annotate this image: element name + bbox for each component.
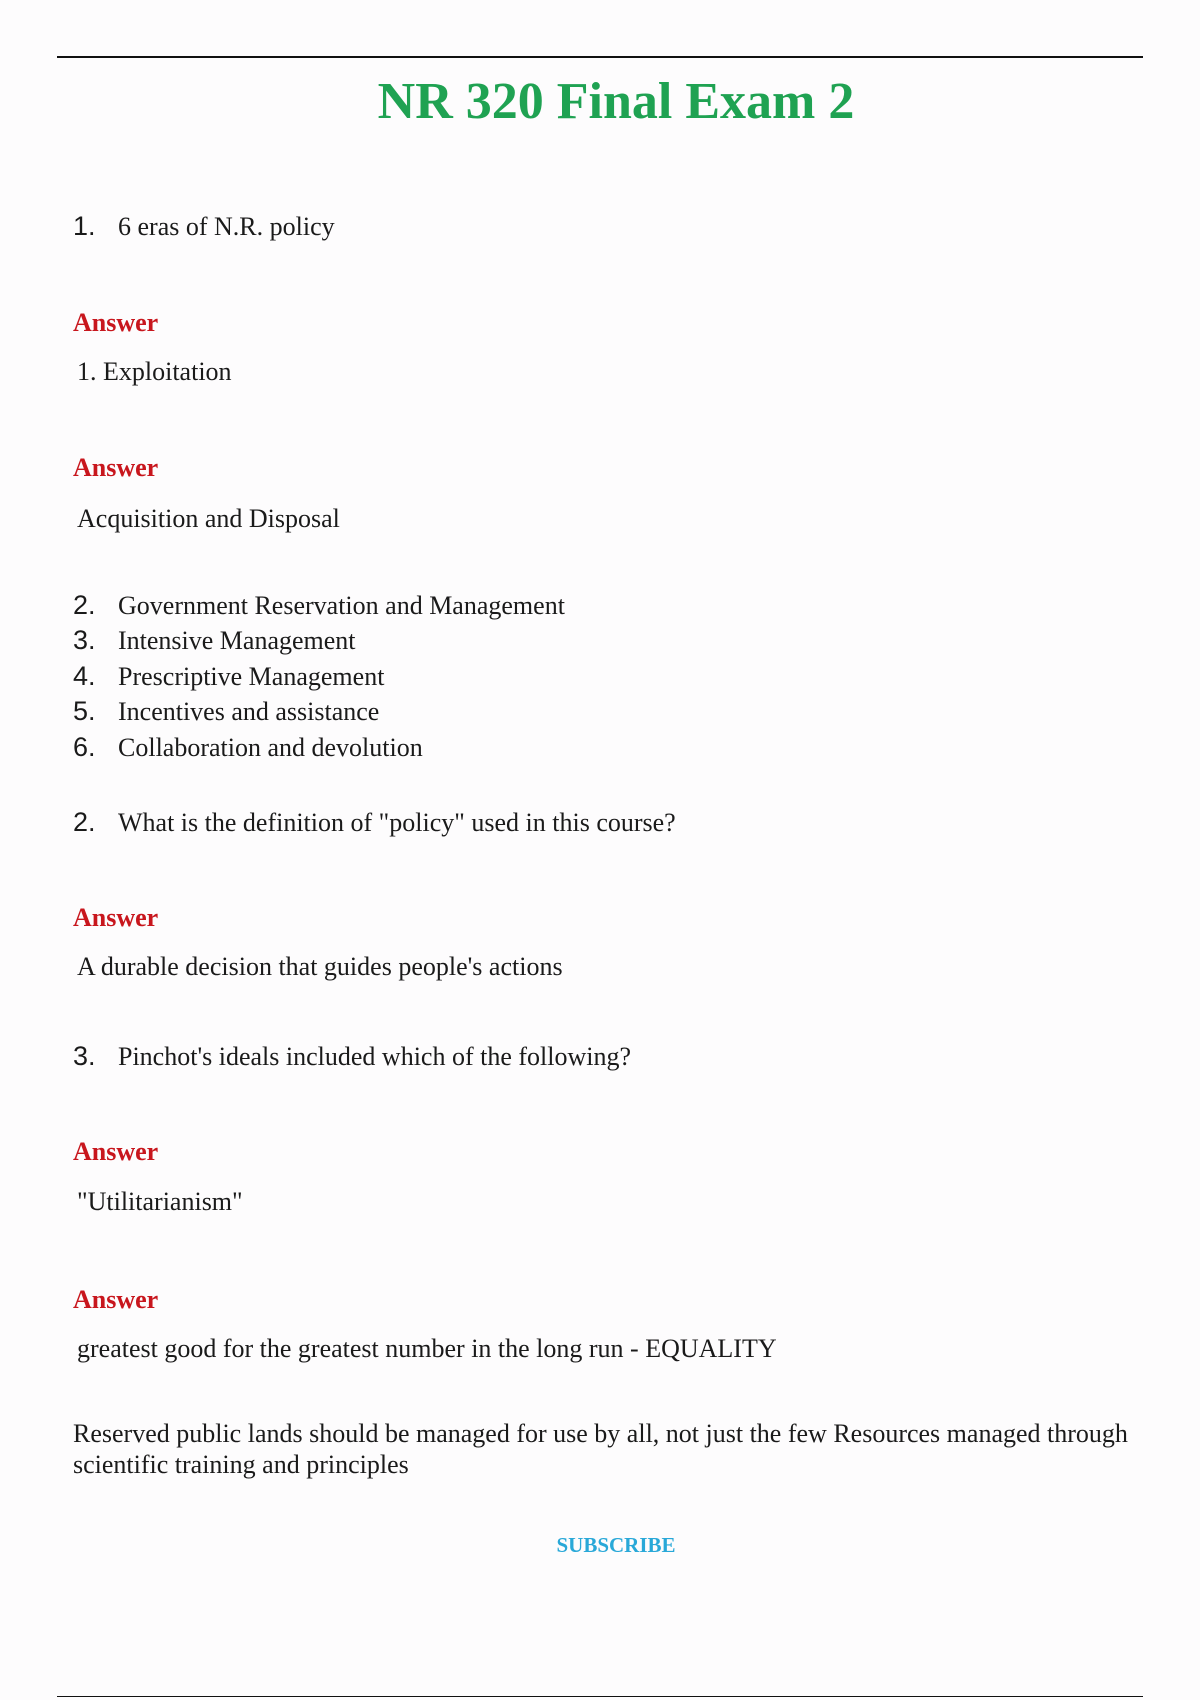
page-title: NR 320 Final Exam 2 — [377, 73, 855, 130]
question-text: What is the definition of "policy" used in this course? — [118, 808, 676, 837]
list-item — [73, 731, 423, 764]
top-rule — [57, 56, 1143, 58]
list-item-text: Government Reservation and Management — [118, 591, 565, 620]
answer-text: 1. Exploitation — [77, 357, 232, 386]
answer-label: Answer — [73, 453, 159, 482]
answer-text: greatest good for the greatest number in the long run - EQUALITY — [77, 1334, 777, 1363]
list-item-text: Intensive Management — [118, 626, 356, 655]
question-3 — [73, 1040, 631, 1073]
list-item-text: Prescriptive Management — [118, 662, 385, 691]
list-item-text: Collaboration and devolution — [118, 733, 423, 762]
question-text: 6 eras of N.R. policy — [118, 212, 335, 241]
list-item — [73, 660, 384, 693]
question-1 — [73, 210, 335, 243]
answer-label: Answer — [73, 1285, 159, 1314]
list-item — [73, 695, 379, 728]
list-item-number: 2. — [73, 590, 96, 620]
bottom-rule — [57, 1696, 1143, 1697]
subscribe-link[interactable]: SUBSCRIBE — [556, 1533, 676, 1557]
list-item-number: 3. — [73, 625, 96, 655]
list-item — [73, 624, 356, 657]
question-number: 2. — [73, 807, 96, 837]
question-number: 3. — [73, 1041, 96, 1071]
answer-text: "Utilitarianism" — [77, 1187, 243, 1216]
answer-text: A durable decision that guides people's actions — [77, 952, 563, 981]
paragraph: Reserved public lands should be managed for use by all, not just the few Resources managed through scientific training and principles — [73, 1419, 1128, 1479]
list-item — [73, 589, 565, 622]
list-item-number: 6. — [73, 732, 96, 762]
question-number: 1. — [73, 211, 96, 241]
answer-label: Answer — [73, 308, 159, 337]
answer-label: Answer — [73, 1137, 159, 1166]
list-item-number: 4. — [73, 661, 96, 691]
question-text: Pinchot's ideals included which of the following? — [118, 1042, 632, 1071]
list-item-number: 5. — [73, 696, 96, 726]
answer-text: Acquisition and Disposal — [77, 504, 340, 533]
question-2 — [73, 806, 676, 839]
list-item-text: Incentives and assistance — [118, 697, 380, 726]
answer-label: Answer — [73, 903, 159, 932]
